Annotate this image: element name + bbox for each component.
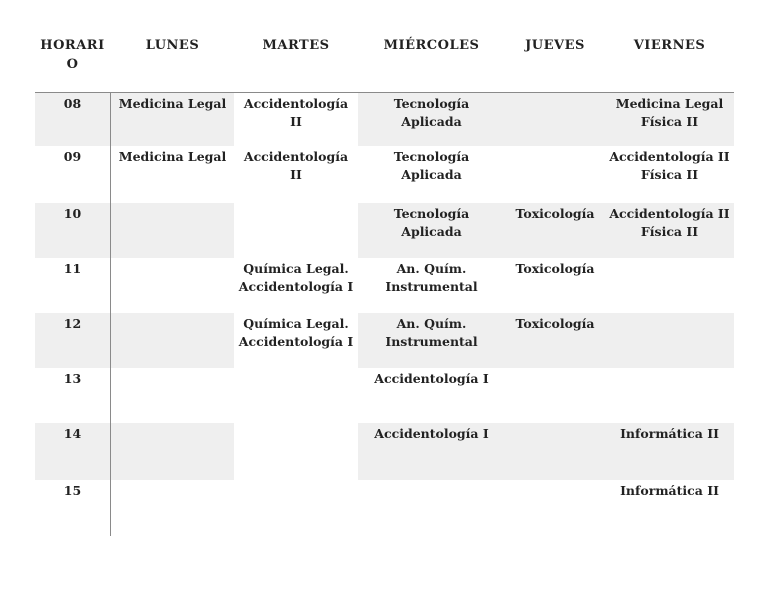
class-cell-jueves: Toxicología [515,206,595,221]
schedule-header [35,30,734,92]
header-jueves: JUEVES [525,38,585,53]
header-miercoles: MIÉRCOLES [383,38,480,53]
class-cell-martes: Accidentología II [243,149,349,182]
hour-column-divider [110,92,111,536]
table-row [35,93,734,146]
class-cell-miercoles: Accidentología I [374,371,489,386]
table-row [35,313,734,368]
class-cell-martes: Química Legal. Accidentología I [238,261,354,294]
class-cell-miercoles: An. Quím. Instrumental [385,316,478,349]
class-cell-miercoles: Accidentología I [374,426,489,441]
class-cell-lunes: Medicina Legal [118,96,227,111]
hour-cell: 12 [63,316,82,331]
class-cell-miercoles: Tecnología Aplicada [393,96,470,129]
header-horario: HORARI O [40,38,105,72]
header-lunes: LUNES [145,38,200,53]
table-row [35,203,734,258]
header-viernes: VIERNES [633,38,706,53]
hour-cell: 08 [63,96,82,111]
class-cell-viernes: Accidentología II Física II [609,149,730,182]
class-cell-martes: Química Legal. Accidentología I [238,316,354,349]
class-cell-viernes: Informática II [620,426,719,441]
class-cell-miercoles: An. Quím. Instrumental [385,261,478,294]
class-cell-viernes: Informática II [620,483,719,498]
hour-cell: 15 [63,483,82,498]
class-cell-jueves: Toxicología [515,261,595,276]
table-row [35,146,734,203]
header-martes: MARTES [262,38,330,53]
class-cell-martes: Accidentología II [243,96,349,129]
hour-cell: 10 [63,206,82,221]
hour-cell: 11 [63,261,82,276]
hour-cell: 13 [63,371,82,386]
class-cell-miercoles: Tecnología Aplicada [393,149,470,182]
class-cell-viernes: Medicina Legal Física II [615,96,724,129]
class-cell-jueves: Toxicología [515,316,595,331]
table-row [35,480,734,536]
class-cell-lunes: Medicina Legal [118,149,227,164]
class-cell-viernes: Accidentología II Física II [609,206,730,239]
table-row [35,258,734,313]
table-row [35,368,734,423]
hour-cell: 14 [63,426,82,441]
class-cell-miercoles: Tecnología Aplicada [393,206,470,239]
hour-cell: 09 [63,149,82,164]
table-row [35,423,734,480]
